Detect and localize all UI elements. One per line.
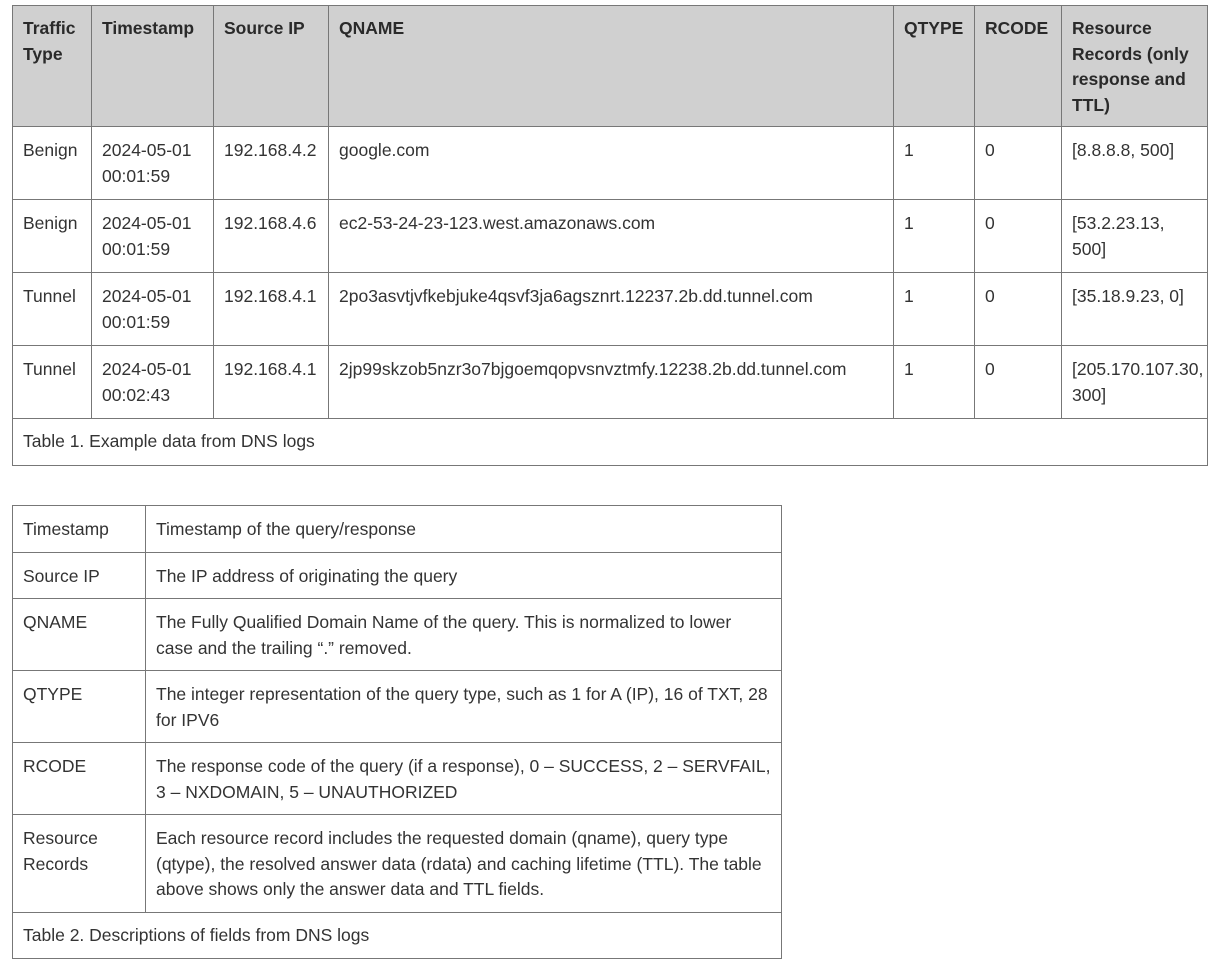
table-caption: Table 2. Descriptions of fields from DNS logs [13,912,782,959]
table-row [13,743,782,815]
dns-field-descriptions-table [12,505,782,959]
timestamp-cell [92,200,214,273]
rr-line: 500] [1072,238,1107,259]
rcode-cell: 0 [975,200,1062,273]
time-text: 00:01:59 [102,165,171,186]
field-description-cell: Each resource record includes the requested domain (qname), query type (qtype), the resolved answer data (rdata) and caching lifetime (TTL). The table above shows only the answer data and TTL fields. [146,815,782,913]
rr-line: 300] [1072,384,1107,405]
field-name-cell: QTYPE [13,671,146,743]
traffic-type-cell: Tunnel [13,273,92,346]
table-row [13,200,1208,273]
table-row [13,815,782,913]
field-description-cell: Timestamp of the query/response [146,506,782,553]
rr-line: [205.170.107.30, [1072,359,1204,379]
column-header: Timestamp [92,6,214,127]
traffic-type-cell: Benign [13,200,92,273]
qtype-cell: 1 [894,127,975,200]
field-description-cell: The integer representation of the query type, such as 1 for A (IP), 16 of TXT, 28 for IPV6 [146,671,782,743]
column-header: QTYPE [894,6,975,127]
traffic-type-cell: Tunnel [13,346,92,419]
timestamp-cell [92,346,214,419]
table-row [13,506,782,553]
table-header-row [13,6,1208,127]
source-ip-cell: 192.168.4.6 [214,200,329,273]
dns-log-example-table [12,5,1208,466]
source-ip-cell: 192.168.4.2 [214,127,329,200]
timestamp-cell [92,273,214,346]
rcode-cell: 0 [975,346,1062,419]
rcode-cell: 0 [975,273,1062,346]
qname-cell: google.com [329,127,894,200]
date-text: 2024-05-01 [102,213,192,233]
rr-line: [53.2.23.13, [1072,213,1165,233]
time-text: 00:01:59 [102,238,171,259]
qtype-cell: 1 [894,346,975,419]
source-ip-cell: 192.168.4.1 [214,273,329,346]
date-text: 2024-05-01 [102,286,192,306]
field-description-cell: The IP address of originating the query [146,552,782,599]
source-ip-cell: 192.168.4.1 [214,346,329,419]
column-header: Resource Records (only response and TTL) [1062,6,1208,127]
resource-records-cell [1062,127,1208,200]
table-row [13,273,1208,346]
table-caption-row [13,912,782,959]
time-text: 00:02:43 [102,384,171,405]
time-text: 00:01:59 [102,311,171,332]
rcode-cell: 0 [975,127,1062,200]
qname-cell: ec2-53-24-23-123.west.amazonaws.com [329,200,894,273]
field-name-cell: Resource Records [13,815,146,913]
column-header: Traffic Type [13,6,92,127]
resource-records-cell [1062,200,1208,273]
date-text: 2024-05-01 [102,359,192,379]
qname-cell: 2jp99skzob5nzr3o7bjgoemqopvsnvztmfy.12238.2b.dd.tunnel.com [329,346,894,419]
rr-line: [8.8.8.8, 500] [1072,140,1175,160]
qtype-cell: 1 [894,273,975,346]
field-description-cell: The response code of the query (if a response), 0 – SUCCESS, 2 – SERVFAIL, 3 – NXDOMAIN, 5 – UNAUTHORIZED [146,743,782,815]
resource-records-cell [1062,346,1208,419]
field-name-cell: Timestamp [13,506,146,553]
column-header: Source IP [214,6,329,127]
table-row [13,599,782,671]
timestamp-cell [92,127,214,200]
column-header: QNAME [329,6,894,127]
table-caption: Table 1. Example data from DNS logs [13,419,1208,466]
table-row [13,671,782,743]
table-row [13,552,782,599]
table-caption-row [13,419,1208,466]
traffic-type-cell: Benign [13,127,92,200]
field-description-cell: The Fully Qualified Domain Name of the query. This is normalized to lower case and the trailing “.” removed. [146,599,782,671]
table-row [13,346,1208,419]
qtype-cell: 1 [894,200,975,273]
field-name-cell: RCODE [13,743,146,815]
field-name-cell: Source IP [13,552,146,599]
field-name-cell: QNAME [13,599,146,671]
qname-cell: 2po3asvtjvfkebjuke4qsvf3ja6agsznrt.12237.2b.dd.tunnel.com [329,273,894,346]
date-text: 2024-05-01 [102,140,192,160]
table-row [13,127,1208,200]
column-header: RCODE [975,6,1062,127]
resource-records-cell [1062,273,1208,346]
rr-line: [35.18.9.23, 0] [1072,286,1184,306]
